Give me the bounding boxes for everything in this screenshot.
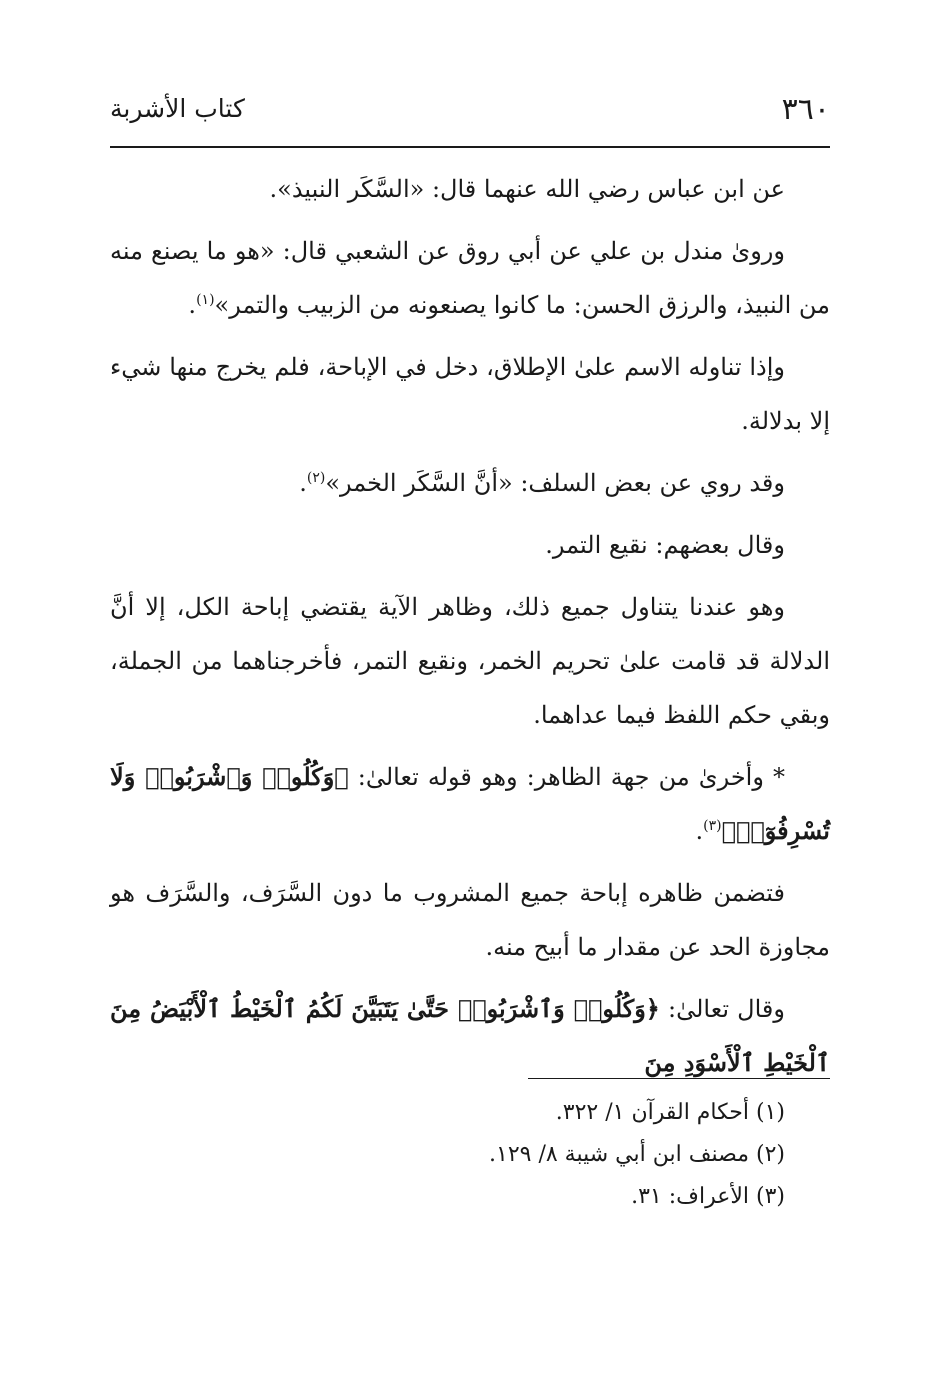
footnote-3: (٣) الأعراف: ٣١.	[631, 1184, 785, 1209]
paragraph-2-end: .	[188, 291, 197, 319]
paragraph-5-text: وقال بعضهم: نقيع التمر.	[545, 531, 785, 559]
quran-verse-2: ﴿وَكُلُوا۟ وَٱشْرَبُوا۟ حَتَّىٰ يَتَبَيَّنَ لَكُمُ ٱلْخَيْطُ ٱلْأَبْيَضُ مِنَ ٱلْخَيْطِ ٱلْأَسْوَدِ مِنَ	[110, 994, 830, 1077]
footnote-1: (١) أحكام القرآن ١/ ٣٢٢.	[555, 1100, 785, 1125]
footnote-divider	[528, 1078, 830, 1079]
footnote-ref-1: (١)	[196, 292, 215, 308]
paragraph-2-text: وروىٰ مندل بن علي عن أبي روق عن الشعبي قال: «هو ما يصنع منه من النبيذ، والرزق الحسن: ما كانوا يصنعونه من الزبيب والتمر»	[110, 237, 830, 319]
paragraph-3	[110, 340, 830, 448]
paragraph-4	[110, 456, 830, 510]
paragraph-6	[110, 580, 830, 742]
paragraph-8	[110, 866, 830, 974]
paragraph-1-text: عن ابن عباس رضي الله عنهما قال: «السَّكَر النبيذ».	[269, 175, 785, 203]
footnotes	[110, 1092, 785, 1218]
footnote-2: (٢) مصنف ابن أبي شيبة ٨/ ١٢٩.	[489, 1142, 785, 1167]
paragraph-2	[110, 224, 830, 332]
paragraph-9-intro: وقال تعالىٰ:	[659, 995, 785, 1023]
footnote-ref-2: (٢)	[306, 470, 326, 486]
paragraph-7-end: .	[695, 817, 704, 845]
quran-verse-1: ﴿وَكُلُوا۟ وَٱشْرَبُوا۟ وَلَا تُسْرِفُوٓا۟﴾	[110, 762, 830, 845]
paragraph-5	[110, 518, 830, 572]
paragraph-4-end: .	[299, 469, 307, 497]
page-number: ٣٦٠	[781, 92, 830, 127]
paragraph-8-text: فتضمن ظاهره إباحة جميع المشروب ما دون السَّرَف، والسَّرَف هو مجاوزة الحد عن مقدار ما أبيح منه.	[110, 879, 830, 961]
header-divider	[110, 146, 830, 148]
running-header	[110, 92, 830, 136]
paragraph-6-text: وهو عندنا يتناول جميع ذلك، وظاهر الآية يقتضي إباحة الكل، إلا أنَّ الدلالة قد قامت علىٰ تحريم الخمر، ونقيع التمر، فأخرجناهما من الجملة، وبقي حكم اللفظ فيما عداهما.	[110, 593, 830, 729]
book-title: كتاب الأشربة	[110, 94, 245, 123]
footnote-ref-3: (٣)	[703, 818, 722, 834]
paragraph-3-text: وإذا تناوله الاسم علىٰ الإطلاق، دخل في الإباحة، فلم يخرج منها شيء إلا بدلالة.	[110, 353, 830, 435]
paragraph-4-text: وقد روي عن بعض السلف: «أنَّ السَّكَر الخمر»	[325, 469, 785, 497]
paragraph-7-intro: * وأخرىٰ من جهة الظاهر: وهو قوله تعالىٰ:	[348, 763, 785, 791]
paragraph-7	[110, 750, 830, 858]
main-text	[110, 162, 830, 1098]
paragraph-9	[110, 982, 830, 1090]
paragraph-1	[110, 162, 830, 216]
